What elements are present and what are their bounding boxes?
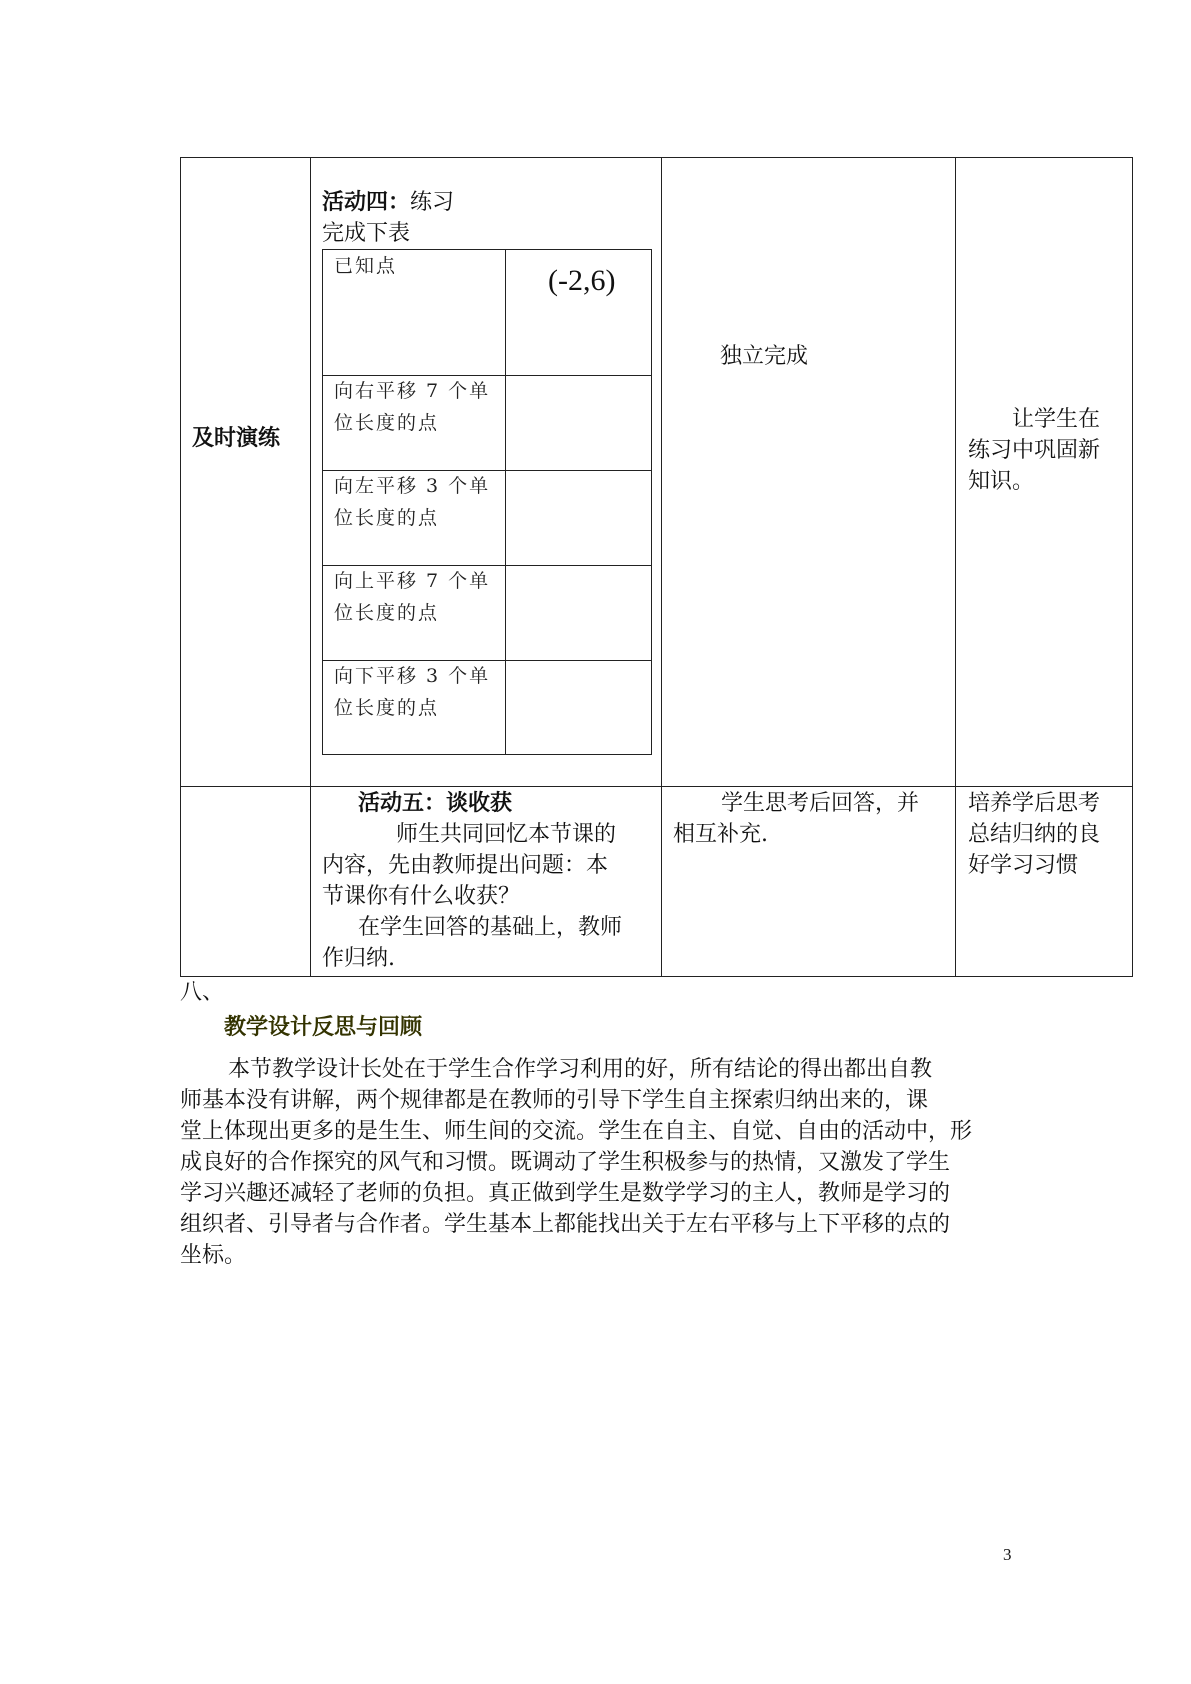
paragraph-line: 师基本没有讲解，两个规律都是在教师的引导下学生自主探索归纳出来的，课 — [180, 1088, 929, 1113]
stage-label-practice: 及时演练 — [192, 426, 281, 451]
paragraph-line: 堂上体现出更多的是生生、师生间的交流。学生在自主、自觉、自由的活动中，形 — [180, 1119, 973, 1144]
translation-row-label-line: 位长度的点 — [334, 602, 440, 624]
translation-row-label-line: 向上平移 7 个单 — [334, 570, 491, 592]
activity-four-name: 练习 — [410, 190, 455, 215]
design-intent-line: 总结归纳的良 — [968, 822, 1101, 847]
activity-four-instruction: 完成下表 — [322, 221, 411, 246]
teacher-text-line: 内容，先由教师提出问题：本 — [322, 853, 609, 878]
known-point-value: (-2,6) — [548, 264, 616, 297]
translation-row-label-line: 位长度的点 — [334, 412, 440, 434]
lesson-table-row-divider — [180, 786, 1133, 787]
teacher-text-line: 师生共同回忆本节课的 — [396, 822, 617, 847]
activity-four-heading — [322, 187, 454, 218]
paragraph-line: 坐标。 — [180, 1243, 247, 1268]
design-intent-line: 好学习习惯 — [968, 853, 1079, 878]
activity-four-title: 活动四： — [322, 190, 411, 215]
lesson-table-col-divider — [955, 157, 956, 977]
design-intent-line: 培养学后思考 — [968, 791, 1101, 816]
design-intent-practice — [968, 404, 1100, 497]
student-activity-practice: 独立完成 — [720, 344, 809, 369]
student-text-line: 相互补充. — [673, 822, 768, 847]
known-point-label: 已知点 — [334, 255, 398, 277]
reflection-paragraph — [180, 1054, 1020, 1271]
teacher-text-line: 节课你有什么收获？ — [322, 884, 521, 909]
translation-row-label — [334, 375, 490, 439]
section-title: 教学设计反思与回顾 — [224, 1015, 423, 1040]
activity-five-teacher-text — [322, 819, 654, 974]
design-intent-line: 让学生在 — [1012, 407, 1101, 432]
page-number: 3 — [1003, 1545, 1012, 1564]
activity-five-title: 活动五：谈收获 — [358, 791, 513, 816]
paragraph-line: 成良好的合作探究的风气和习惯。既调动了学生积极参与的热情，又激发了学生 — [180, 1150, 951, 1175]
translation-row-label — [334, 565, 490, 629]
teacher-text-line: 在学生回答的基础上，教师 — [358, 915, 623, 940]
teacher-text-line: 作归纳. — [322, 946, 395, 971]
student-activity-summary — [673, 788, 951, 850]
translation-row-label — [334, 660, 490, 724]
paragraph-line: 学习兴趣还减轻了老师的负担。真正做到学生是数学学习的主人，教师是学习的 — [180, 1181, 951, 1206]
design-intent-line: 知识。 — [968, 469, 1035, 494]
design-intent-summary — [968, 788, 1100, 881]
lesson-table-col-divider — [661, 157, 662, 977]
paragraph-line: 本节教学设计长处在于学生合作学习利用的好，所有结论的得出都出自教 — [228, 1057, 933, 1082]
translation-row-label-line: 位长度的点 — [334, 697, 440, 719]
translation-row-label-line: 向下平移 3 个单 — [334, 665, 491, 687]
translation-row-label-line: 向左平移 3 个单 — [334, 475, 491, 497]
paragraph-line: 组织者、引导者与合作者。学生基本上都能找出关于左右平移与上下平移的点的 — [180, 1212, 951, 1237]
translation-table-col-divider — [505, 249, 506, 755]
translation-row-label-line: 向右平移 7 个单 — [334, 380, 491, 402]
translation-row-label-line: 位长度的点 — [334, 507, 440, 529]
lesson-table-col-divider — [310, 157, 311, 977]
design-intent-line: 练习中巩固新 — [968, 438, 1101, 463]
translation-row-label — [334, 470, 490, 534]
section-number: 八、 — [180, 980, 225, 1005]
student-text-line: 学生思考后回答，并 — [721, 791, 920, 816]
